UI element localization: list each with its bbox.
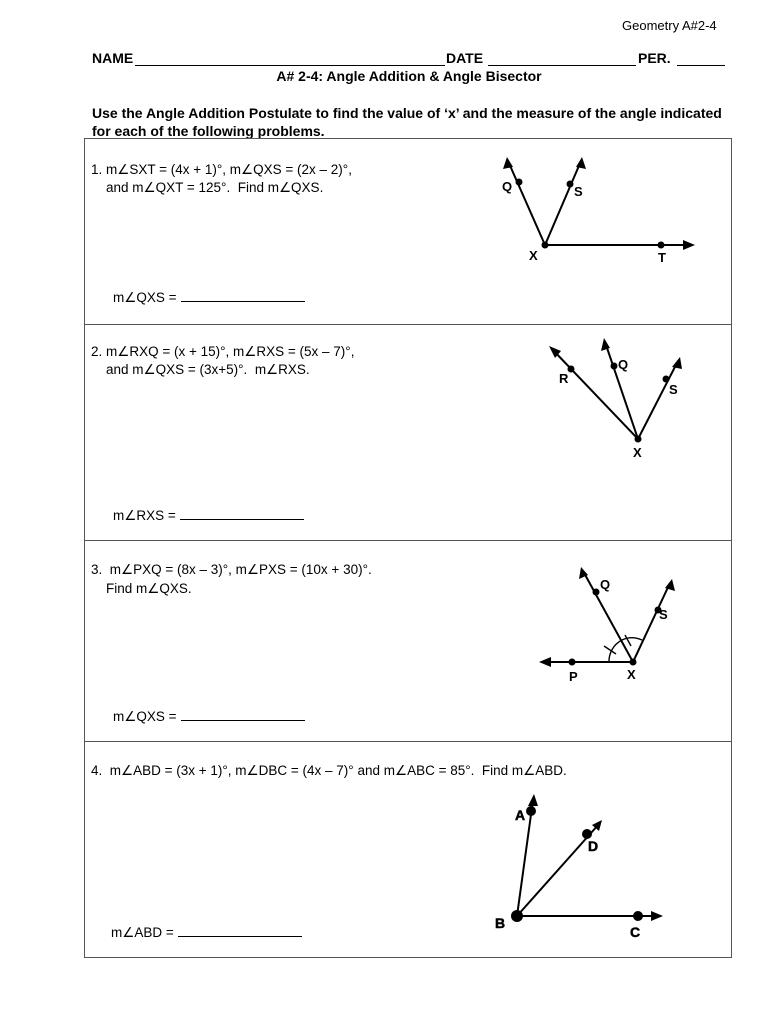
date-label: DATE xyxy=(446,50,484,66)
arrowhead-a xyxy=(528,794,538,806)
problem-1-answer-label: m∠QXS = xyxy=(113,290,177,305)
ray-xs xyxy=(545,161,581,245)
problem-4-line-1: 4. m∠ABD = (3x + 1)°, m∠DBC = (4x – 7)° and m∠ABC = 85°. Find m∠ABD. xyxy=(91,763,567,778)
point-x xyxy=(542,242,549,249)
label-q: Q xyxy=(502,179,513,194)
label-s: S xyxy=(659,607,668,622)
problem-4-box xyxy=(84,741,732,958)
arrowhead-c xyxy=(651,911,663,921)
label-r: R xyxy=(559,371,569,386)
point-r xyxy=(568,366,575,373)
point-q xyxy=(611,363,618,370)
problem-3-line-1: 3. m∠PXQ = (8x – 3)°, m∠PXS = (10x + 30)°. xyxy=(91,562,372,577)
label-s: S xyxy=(669,382,678,397)
point-q xyxy=(516,179,523,186)
arrowhead-q xyxy=(503,157,513,169)
name-line[interactable] xyxy=(135,65,445,66)
ray-xs xyxy=(638,361,678,439)
problem-3-box xyxy=(84,540,732,742)
problem-4-answer-label: m∠ABD = xyxy=(111,925,174,940)
problem-2-line-2: and m∠QXS = (3x+5)°. m∠RXS. xyxy=(91,362,310,377)
date-line[interactable] xyxy=(488,65,636,66)
student-info-header xyxy=(92,50,726,70)
arrowhead-q xyxy=(601,338,610,351)
instructions: Use the Angle Addition Postulate to find the value of ‘x’ and the measure of the angle indicated for each of the following problems. xyxy=(92,105,722,139)
problem-2-line-1: 2. m∠RXQ = (x + 15)°, m∠RXS = (5x – 7)°, xyxy=(91,344,355,359)
problem-1-box xyxy=(84,138,732,325)
period-label: PER. xyxy=(638,50,671,66)
diagram-4 xyxy=(85,742,733,959)
label-t: T xyxy=(658,250,666,265)
point-x xyxy=(630,659,637,666)
label-q: Q xyxy=(600,577,611,592)
label-d: D xyxy=(588,838,599,854)
label-b: B xyxy=(495,915,506,931)
label-p: P xyxy=(569,669,578,684)
label-s: S xyxy=(574,184,583,199)
arrowhead-s xyxy=(672,357,682,369)
diagram-3 xyxy=(85,541,733,743)
problem-1-line-1: 1. m∠SXT = (4x + 1)°, m∠QXS = (2x – 2)°, xyxy=(91,162,352,177)
arrowhead-p xyxy=(539,657,551,667)
arrowhead-t xyxy=(683,240,695,250)
point-b xyxy=(511,910,523,922)
problem-1-line-2: and m∠QXT = 125°. Find m∠QXS. xyxy=(91,180,324,195)
label-x: X xyxy=(633,445,642,460)
point-x xyxy=(635,436,642,443)
label-q: Q xyxy=(618,357,629,372)
ray-xq xyxy=(508,161,545,245)
problem-3-answer-label: m∠QXS = xyxy=(113,709,177,724)
diagram-1 xyxy=(85,139,733,326)
point-p xyxy=(569,659,576,666)
label-c: C xyxy=(630,924,641,940)
ray-xs xyxy=(633,583,670,662)
period-line[interactable] xyxy=(677,65,725,66)
label-x: X xyxy=(627,667,636,682)
label-x: X xyxy=(529,248,538,263)
point-s xyxy=(567,181,574,188)
point-q xyxy=(593,589,600,596)
point-t xyxy=(658,242,665,249)
tick-mark-2 xyxy=(625,635,631,646)
angle-arc-qxs xyxy=(622,638,642,640)
diagram-2 xyxy=(85,325,733,542)
problem-3-line-2: Find m∠QXS. xyxy=(91,581,192,596)
point-a xyxy=(526,806,536,816)
point-c xyxy=(633,911,643,921)
problem-2-answer-label: m∠RXS = xyxy=(113,508,176,523)
assignment-title: A# 2-4: Angle Addition & Angle Bisector xyxy=(276,68,542,84)
problem-2-box xyxy=(84,324,732,541)
arrowhead-s xyxy=(576,157,586,169)
document-code: Geometry A#2-4 xyxy=(622,18,717,33)
name-label: NAME xyxy=(92,50,134,66)
label-a: A xyxy=(515,807,526,823)
